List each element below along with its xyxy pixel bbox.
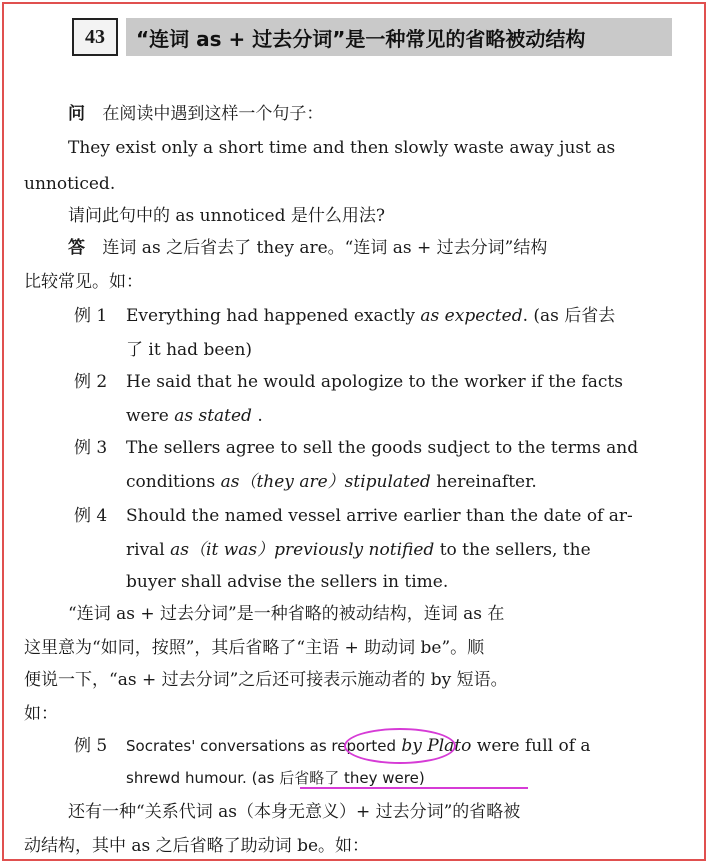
example-4-line-2 — [126, 538, 591, 562]
example-label: 例 4 — [74, 506, 108, 526]
example-5 — [74, 734, 591, 758]
answer-text-1: 连词 as 之后省去了 they are。“连词 as + 过去分词”结构 — [102, 238, 548, 258]
example-text: The sellers agree to sell the goods sudject to the terms and — [126, 438, 639, 458]
example-italic: as expected — [420, 306, 523, 326]
explanation-line-2: 这里意为“如同，按照”，其后省略了“主语 + 助动词 be”。顺 — [24, 638, 485, 658]
closing-line-1: 还有一种“关系代词 as（本身无意义）+ 过去分词”的省略被 — [68, 802, 521, 822]
example-text: were — [126, 406, 175, 426]
example-text: were full of a — [471, 736, 591, 756]
question-sentence-1: They exist only a short time and then slowly waste away just as — [68, 138, 616, 158]
section-number: 43 — [72, 18, 118, 56]
question-line — [68, 102, 323, 126]
example-text: rival — [126, 540, 171, 560]
example-label: 例 2 — [74, 372, 108, 392]
example-text: hereinafter. — [430, 472, 537, 492]
underlined-note: (as 后省略了 they were) — [251, 769, 425, 787]
example-text: shrewd humour. — [126, 769, 252, 787]
example-text: . (as 后省去 — [522, 306, 616, 326]
example-2 — [74, 370, 623, 394]
example-label: 例 1 — [74, 306, 108, 326]
answer-line-2: 比较常见。如： — [24, 272, 143, 292]
question-sentence-2: unnoticed. — [24, 174, 116, 194]
section-title: “连词 as + 过去分词”是一种常见的省略被动结构 — [126, 18, 672, 56]
question-ask: 请问此句中的 as unnoticed 是什么用法? — [68, 206, 385, 226]
answer-line-1 — [68, 236, 547, 260]
example-text: Everything had happened exactly — [126, 306, 421, 326]
example-text: Socrates' conversations — [126, 737, 310, 755]
explanation-line-4: 如： — [24, 704, 58, 724]
example-italic: as stated — [174, 406, 252, 426]
explanation-line-3: 便说一下，“as + 过去分词”之后还可接表示施动者的 by 短语。 — [24, 670, 508, 690]
example-italic: as（they are）stipulated — [220, 472, 431, 492]
example-text: conditions — [126, 472, 221, 492]
circled-phrase: as reported — [309, 737, 396, 755]
closing-line-2: 动结构，其中 as 之后省略了助动词 be。如： — [24, 836, 370, 856]
example-text: He said that he would apologize to the worker if the facts — [126, 372, 623, 392]
example-text: to the sellers, the — [434, 540, 591, 560]
annotation-underline — [300, 787, 528, 789]
section-header — [72, 14, 672, 60]
question-label: 问 — [68, 104, 85, 124]
example-1 — [74, 304, 615, 328]
answer-label: 答 — [68, 238, 85, 258]
example-3-line-2 — [126, 470, 537, 494]
example-italic: by Plato — [396, 736, 472, 756]
example-italic: as（it was）previously notified — [170, 540, 435, 560]
example-text: . — [251, 406, 263, 426]
example-text: Should the named vessel arrive earlier than the date of ar- — [126, 506, 633, 526]
question-intro: 在阅读中遇到这样一个句子： — [102, 104, 324, 124]
example-label: 例 5 — [74, 736, 108, 756]
page — [2, 2, 706, 861]
example-4-line-3: buyer shall advise the sellers in time. — [126, 572, 449, 592]
example-2-line-2 — [126, 404, 263, 428]
annotation-circle — [344, 728, 456, 764]
example-label: 例 3 — [74, 438, 108, 458]
explanation-line-1: “连词 as + 过去分词”是一种省略的被动结构，连词 as 在 — [68, 604, 505, 624]
example-3 — [74, 436, 638, 460]
example-1-line-2: 了 it had been) — [126, 340, 253, 360]
example-4 — [74, 504, 633, 528]
